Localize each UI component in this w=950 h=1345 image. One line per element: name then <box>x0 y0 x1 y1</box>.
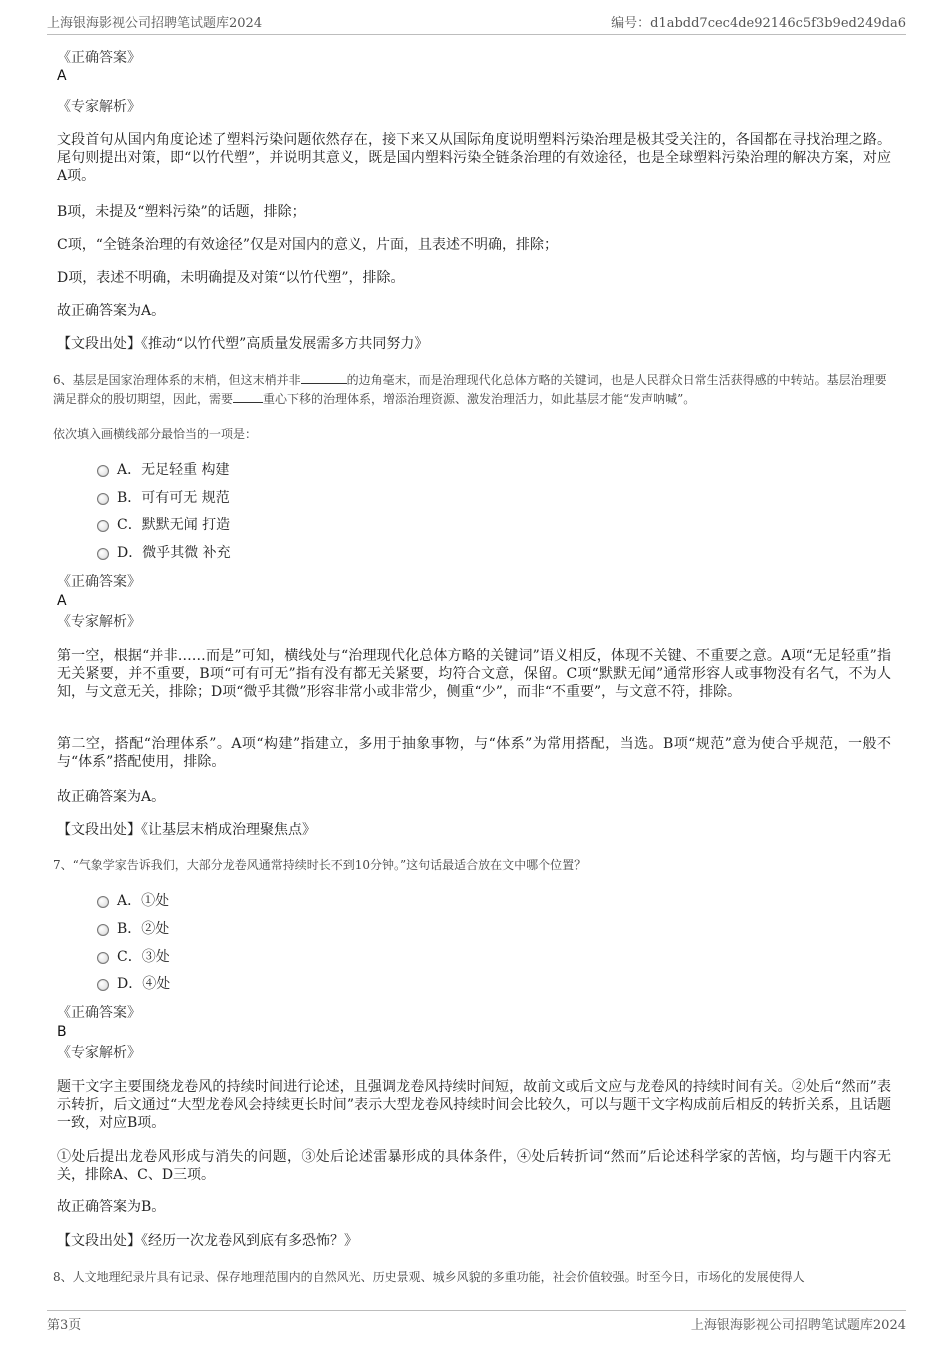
option-c[interactable] <box>97 514 230 534</box>
option-label: C．默默无闻 打造 <box>117 517 231 533</box>
analysis-paragraph: D项，表述不明确，未明确提及对策“以竹代塑”，排除。 <box>57 270 405 286</box>
option-d[interactable] <box>97 542 231 562</box>
question-stem: 7、“气象学家告诉我们，大部分龙卷风通常持续时长不到10分钟。”这句话最适合放在文中哪个位置？ <box>53 858 587 872</box>
correct-answer: B <box>57 1024 67 1040</box>
radio-button[interactable] <box>97 493 109 505</box>
expert-analysis-label: 《专家解析》 <box>57 99 141 115</box>
radio-button[interactable] <box>97 520 109 532</box>
source-citation: 【文段出处】《推动“以竹代塑”高质量发展需多方共同努力》 <box>57 336 429 352</box>
option-d[interactable] <box>97 973 170 993</box>
fill-blank <box>301 371 347 384</box>
analysis-paragraph: C项，“全链条治理的有效途径”仅是对国内的意义，片面，且表述不明确，排除； <box>57 237 559 253</box>
stem-text: 6、基层是国家治理体系的末梢，但这末梢并非 <box>53 373 301 387</box>
fill-blank <box>233 390 263 403</box>
analysis-conclusion: 故正确答案为A。 <box>57 303 166 319</box>
expert-analysis-label: 《专家解析》 <box>57 1045 141 1061</box>
correct-answer: A <box>57 68 67 84</box>
analysis-paragraph: B项，未提及“塑料污染”的话题，排除； <box>57 204 306 220</box>
radio-button[interactable] <box>97 548 109 560</box>
option-c[interactable] <box>97 946 170 966</box>
header-title: 上海银海影视公司招聘笔试题库2024 <box>47 16 263 31</box>
radio-button[interactable] <box>97 979 109 991</box>
question-instruction: 依次填入画横线部分最恰当的一项是： <box>53 427 258 441</box>
stem-text: 的边角毫末，而是治理现代化总体方略的关键词，也是人民群众日常生活获得感的中转站。基层治理要满足群众的殷切期望，因此，需要 <box>53 373 887 406</box>
expert-analysis-label: 《专家解析》 <box>57 614 141 630</box>
option-label: D．④处 <box>117 976 171 992</box>
option-a[interactable] <box>97 890 169 910</box>
analysis-conclusion: 故正确答案为B。 <box>57 1199 166 1215</box>
correct-answer-label: 《正确答案》 <box>57 574 141 590</box>
analysis-conclusion: 故正确答案为A。 <box>57 789 166 805</box>
option-label: A．无足轻重 构建 <box>117 462 230 478</box>
option-label: A．①处 <box>117 893 170 909</box>
question-stem: 8、人文地理纪录片具有记录、保存地理范围内的自然风光、历史景观、城乡风貌的多重功能，社会价值较强。时至今日，市场化的发展使得人 <box>53 1270 805 1284</box>
question-stem <box>53 371 893 409</box>
radio-button[interactable] <box>97 952 109 964</box>
radio-button[interactable] <box>97 896 109 908</box>
footer-title: 上海银海影视公司招聘笔试题库2024 <box>690 1318 906 1333</box>
correct-answer-label: 《正确答案》 <box>57 1005 141 1021</box>
analysis-paragraph: ①处后提出龙卷风形成与消失的问题，③处后论述雷暴形成的具体条件，④处后转折词“然而”后论述科学家的苦恼，均与题干内容无关，排除A、C、D三项。 <box>57 1149 891 1183</box>
analysis-paragraph: 第一空，根据“并非……而是”可知，横线处与“治理现代化总体方略的关键词”语义相反，体现不关键、不重要之意。A项“无足轻重”指无关紧要，并不重要，B项“可有可无”指有没有都无关紧要，均符合文意，保留。C项“默默无闻”通常形容人或事物没有名气，不为人知，与文意无关，排除；D项“微乎其微”形容非常小或非常少，侧重“少”，而非“不重要”，与文意不符，排除。 <box>57 648 891 700</box>
header-document-id: 编号：d1abdd7cec4de92146c5f3b9ed249da6 <box>611 16 906 31</box>
analysis-paragraph: 题干文字主要围绕龙卷风的持续时间进行论述，且强调龙卷风持续时间短，故前文或后文应与龙卷风的持续时间有关。②处后“然而”表示转折，后文通过“大型龙卷风会持续更长时间”表示大型龙卷风持续时间会比较久，可以与题干文字构成前后相反的转折关系，且话题一致，对应B项。 <box>57 1079 891 1131</box>
option-b[interactable] <box>97 487 230 507</box>
correct-answer-label: 《正确答案》 <box>57 50 141 66</box>
page-footer <box>47 1310 906 1333</box>
source-citation: 【文段出处】《让基层末梢成治理聚焦点》 <box>57 822 316 838</box>
page-header <box>47 12 906 35</box>
page-number: 第3页 <box>47 1318 82 1333</box>
correct-answer: A <box>57 593 67 609</box>
option-label: C．③处 <box>117 949 170 965</box>
radio-button[interactable] <box>97 465 109 477</box>
option-label: D．微乎其微 补充 <box>117 545 231 561</box>
option-b[interactable] <box>97 918 169 938</box>
source-citation: 【文段出处】《经历一次龙卷风到底有多恐怖？》 <box>57 1233 358 1249</box>
option-label: B．②处 <box>117 921 170 937</box>
analysis-paragraph: 文段首句从国内角度论述了塑料污染问题依然存在，接下来又从国际角度说明塑料污染治理是极其受关注的，各国都在寻找治理之路。尾句则提出对策，即“以竹代塑”，并说明其意义，既是国内塑料污染全链条治理的有效途径，也是全球塑料污染治理的解决方案，对应A项。 <box>57 132 891 184</box>
stem-text: 重心下移的治理体系，增添治理资源、激发治理活力，如此基层才能“发声呐喊”。 <box>263 392 696 406</box>
radio-button[interactable] <box>97 924 109 936</box>
analysis-paragraph: 第二空，搭配“治理体系”。A项“构建”指建立，多用于抽象事物，与“体系”为常用搭配，当选。B项“规范”意为使合乎规范，一般不与“体系”搭配使用，排除。 <box>57 736 891 770</box>
option-label: B．可有可无 规范 <box>117 490 230 506</box>
option-a[interactable] <box>97 459 230 479</box>
